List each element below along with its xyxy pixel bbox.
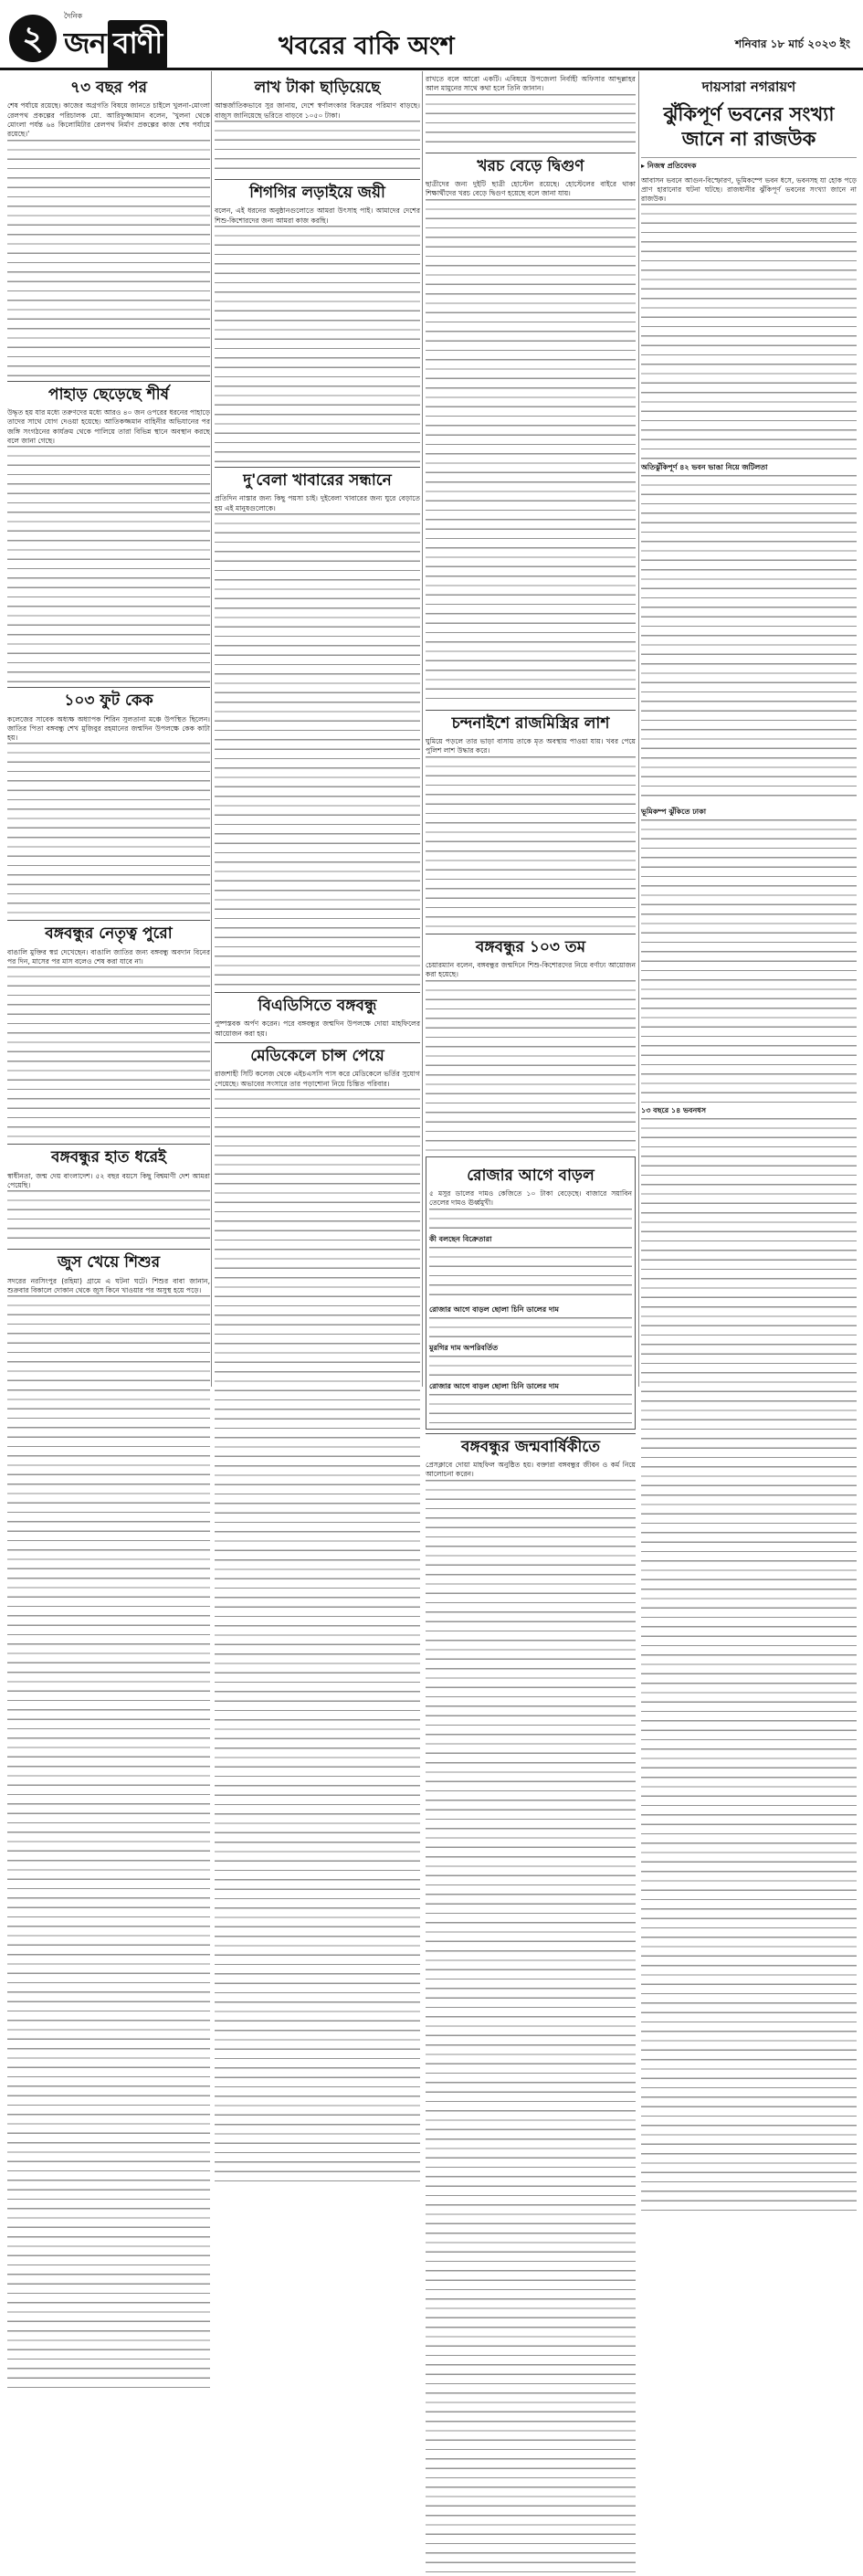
column-divider [638, 71, 639, 1387]
headline: বঙ্গবন্ধুর নেতৃত্ব পুরো [7, 920, 210, 943]
brand-prefix: দৈনিক [64, 12, 83, 20]
story-103rd [426, 934, 636, 1154]
byline: ▸ নিজস্ব প্রতিবেদক [641, 157, 857, 173]
kicker: দায়সারা নগরায়ণ [701, 79, 796, 95]
headline: শিগগির লড়াইয়ে জয়ী [215, 179, 420, 202]
story-cost-doubled [426, 153, 636, 706]
subhead: ১৩ বছরে ১৪ ভবনধস [641, 1106, 707, 1115]
story-body: ছাত্রীদের জন্য দুইটি ছাত্রী হোস্টেল রয়েছে। হোস্টেলের বাইরে থাকা শিক্ষার্থীদের খরচ বেড়ে দ্বিগুণ হয়েছে বলে জানা যায়। [426, 179, 636, 198]
headline: বিএডিসিতে বঙ্গবন্ধু [215, 992, 420, 1015]
text-lines [641, 475, 857, 804]
page-number: ২ [9, 15, 57, 62]
text-lines [426, 1480, 636, 2576]
column-divider [422, 71, 423, 1387]
story-lakh-taka [215, 75, 420, 175]
text-lines [641, 204, 857, 459]
newspaper-logo [64, 20, 167, 69]
headline: দু'বেলা খাবারের সন্ধানে [215, 467, 420, 490]
text-lines [426, 94, 636, 149]
text-lines [641, 1118, 857, 2214]
text-lines [215, 226, 420, 463]
column-2 [215, 71, 420, 1390]
story-badc [215, 992, 420, 1039]
story-73-years [7, 75, 210, 377]
story-body: পুষ্পস্তবক অর্পণ করেন। পরে বঙ্গবন্ধুর জন্মদিন উপলক্ষে দোয়া মাহফিলের আয়োজন করা হয়। [215, 1019, 420, 1038]
text-lines [7, 1190, 210, 1245]
column-1 [7, 71, 210, 1390]
text-lines [7, 1295, 210, 2391]
text-lines [7, 966, 210, 1140]
story-body: আবাসন ভবনে আগুন-বিস্ফোরণ, ভূমিকম্পে ভবন ধসে, ভবনসহ যা হোক পড়ে প্রাণ হারানোর ঘটনা ঘটছে। রাজধানীর ঝুঁকিপূর্ণ ভবনের সংখ্যা জানে না রাজউক। [641, 175, 857, 204]
subhead: রোজার আগে বাড়ল ছোলা চিনি ডালের দাম [429, 1381, 559, 1390]
story-cake [7, 687, 210, 916]
column-divider [211, 71, 212, 1387]
story-body: প্রতিদিন নাস্তার জন্য কিছু পয়সা চাই। দুইবেলা খাবারের জন্য ঘুরে বেড়াতে হয় এই মানুষগুলোকে। [215, 494, 420, 512]
text-lines [429, 1247, 632, 1302]
text-lines [429, 1209, 632, 1231]
headline: বঙ্গবন্ধুর ১০৩ তম [426, 934, 636, 956]
text-lines [426, 756, 636, 930]
story-body: প্রেসক্লাবে দোয়া মাহফিল অনুষ্ঠিত হয়। বক্তারা বঙ্গবন্ধুর জীবন ও কর্ম নিয়ে আলোচনা করেন। [426, 1460, 636, 1479]
story-winner [215, 179, 420, 463]
text-lines [215, 1089, 420, 2185]
story-hill [7, 381, 210, 684]
section-title: খবরের বাকি অংশ [279, 32, 455, 60]
story-continuation [426, 75, 636, 149]
subhead: অতিঝুঁকিপূর্ণ ৪২ ভবন ভাঙা নিয়ে জটিলতা [641, 463, 768, 472]
headline: রোজার আগে বাড়ল [467, 1166, 595, 1185]
story-body: বলেন, এই ধরনের অনুষ্ঠানগুলোতে আমরা উৎসাহ পাই। আমাদের দেশের শিশু-কিশোরদের জন্য আমরা কাজ করছি। [215, 206, 420, 225]
headline: পাহাড় ছেড়েছে শীর্ষ [7, 381, 210, 404]
story-body: কলেজের সাবেক অধ্যক্ষ অধ্যাপক শিরিন সুলতানা মঞ্চে উপস্থিত ছিলেন। জাতির পিতা বঙ্গবন্ধু শেখ মুজিবুর রহমানের জন্মদিন উপলক্ষে কেক কাটা হয়। [7, 714, 210, 743]
story-body: সদরের নরসিংপুর (রহিমা) গ্রামে এ ঘটনা ঘটে। শিশুর বাবা জানান, শুক্রবার বিকালে দোকান থেকে জুস কিনে খাওয়ার পর অসুস্থ হয়ে পড়ে। [7, 1276, 210, 1295]
headline: খরচ বেড়ে দ্বিগুণ [426, 153, 636, 175]
story-body: আন্তর্জাতিকভাবে সুর জানায়, দেশে স্বর্ণালংকার বিক্রয়ের পরিমাণ বাড়ছে। বাজুস জানিয়েছে ভরিতে বাড়বে ১০৫০ টাকা। [215, 101, 420, 120]
story-body: স্বাধীনতা, জন্ম দেয় বাংলাদেশ। ৫২ বছর বয়সে কিছু বিশ্বমাণী দেশ আমরা পেয়েছি। [7, 1171, 210, 1190]
headline: বঙ্গবন্ধুর হাত ধরেই [7, 1144, 210, 1167]
text-lines [429, 1356, 632, 1378]
text-lines [641, 819, 857, 1103]
story-juice [7, 1249, 210, 2391]
masthead-rule [0, 68, 863, 70]
text-lines [426, 980, 636, 1154]
story-hands [7, 1144, 210, 1245]
text-lines [429, 1394, 632, 1427]
text-lines [215, 513, 420, 988]
subhead: মুরগির দাম অপরিবর্তিত [429, 1343, 499, 1352]
headline: ১০৩ ফুট কেক [7, 687, 210, 710]
story-body: চেয়ারম্যান বলেন, বঙ্গবন্ধুর জন্মদিনে শিশু-কিশোরদের নিয়ে বর্ণাঢ্য আয়োজন করা হয়েছে। [426, 960, 636, 979]
headline: চন্দনাইশে রাজমিস্ত্রির লাশ [426, 710, 636, 733]
story-medical [215, 1042, 420, 2185]
story-body: উদ্ধৃত হয় যার মধ্যে তরুণদের মধ্যে আরও ৪০ জন ওপরের ধরনের পাহাড়ে তাদের সাথে যোগ দেওয়া হয়েছে। আতিকজ্জমান বাহিনীর অভিযানের পর জঙ্গি সংগঠনের কার্যক্রম থেকে পালিয়ে তারা বিভিন্ন স্থানে অবস্থান করছে বলে জানা গেছে। [7, 407, 210, 445]
text-lines [429, 1317, 632, 1340]
text-lines [7, 743, 210, 916]
lead-headline: ঝুঁকিপূর্ণ ভবনের সংখ্যা জানে না রাজউক [663, 102, 835, 151]
text-lines [7, 140, 210, 377]
logo-part-1: জন [64, 26, 106, 60]
story-body: রাখতে বলে আরো একটি। এবিষয়ে উপজেলা নির্বাহী অফিসার আব্দুল্লাহর আল মামুনের সাথে কথা হলে তিনি জানান। [426, 75, 636, 93]
headline: ৭৩ বছর পর [70, 79, 147, 97]
headline: লাখ টাকা ছাড়িয়েছে [254, 79, 381, 97]
story-birth-anniversary [426, 1433, 636, 2576]
subhead: রোজার আগে বাড়ল ছোলা চিনি ডালের দাম [429, 1304, 559, 1314]
story-body: ঘুমিয়ে পড়লে তার ভাড়া বাসায় তাকে মৃত অবস্থায় পাওয়া যায়। খবর পেয়ে পুলিশ লাশ উদ্ধার করে। [426, 736, 636, 755]
text-lines [7, 446, 210, 683]
dateline: শনিবার ১৮ মার্চ ২০২৩ ইং [735, 37, 850, 50]
story-body: রাজশাহী সিটি কলেজ থেকে এইচএসসি পাস করে মেডিকেলে ভর্তির সুযোগ পেয়েছে। অভাবের সংসারে তার পড়াশোনা নিয়ে চিন্তিত পরিবার। [215, 1070, 420, 1088]
subhead: কী বলছেন বিক্রেতারা [429, 1234, 492, 1243]
story-body: বাঙালি মুক্তির স্বপ্ন দেখেছেন। বাঙালি জাতির জন্য বঙ্গবন্ধু অবদান বিনের পর দিন, মাসের পর মাস বলেও শেষ করা যাবে না। [7, 947, 210, 966]
headline: বঙ্গবন্ধুর জন্মবার্ষিকীতে [426, 1433, 636, 1456]
story-mason-body [426, 710, 636, 930]
text-lines [426, 199, 636, 706]
story-two-meals [215, 467, 420, 988]
subhead: ভূমিকম্প ঝুঁকিতে ঢাকা [641, 808, 707, 817]
headline: জুস খেয়ে শিশুর [7, 1249, 210, 1272]
story-price-rise [426, 1156, 636, 1430]
logo-part-2: বাণী [108, 20, 168, 69]
text-lines [215, 121, 420, 175]
story-body: ৫ মসুর ডালের দামও কেজিতে ১০ টাকা বেড়েছে। বাজারে সয়াবিন তেলের দামও ঊর্ধ্বমুখী। [429, 1188, 632, 1208]
column-4 [641, 71, 857, 1390]
column-3 [426, 71, 636, 1479]
headline: মেডিকেলে চান্স পেয়ে [215, 1042, 420, 1065]
story-body: শেষ পর্যায়ে রয়েছে। কাজের অগ্রগতি বিষয়ে জানতে চাইলে খুলনা-মোংলা রেলপথ প্রকল্পের পরিচালক মো. আরিফুজ্জামান বলেন, 'খুলনা থেকে মোংলা পর্যন্ত ৬৪ কিলোমিটার রেলপথ নির্মাণ প্রকল্পের কাজ শেষ পর্যায়ে রয়েছে।' [7, 101, 210, 139]
story-leadership [7, 920, 210, 1140]
masthead [0, 0, 863, 66]
